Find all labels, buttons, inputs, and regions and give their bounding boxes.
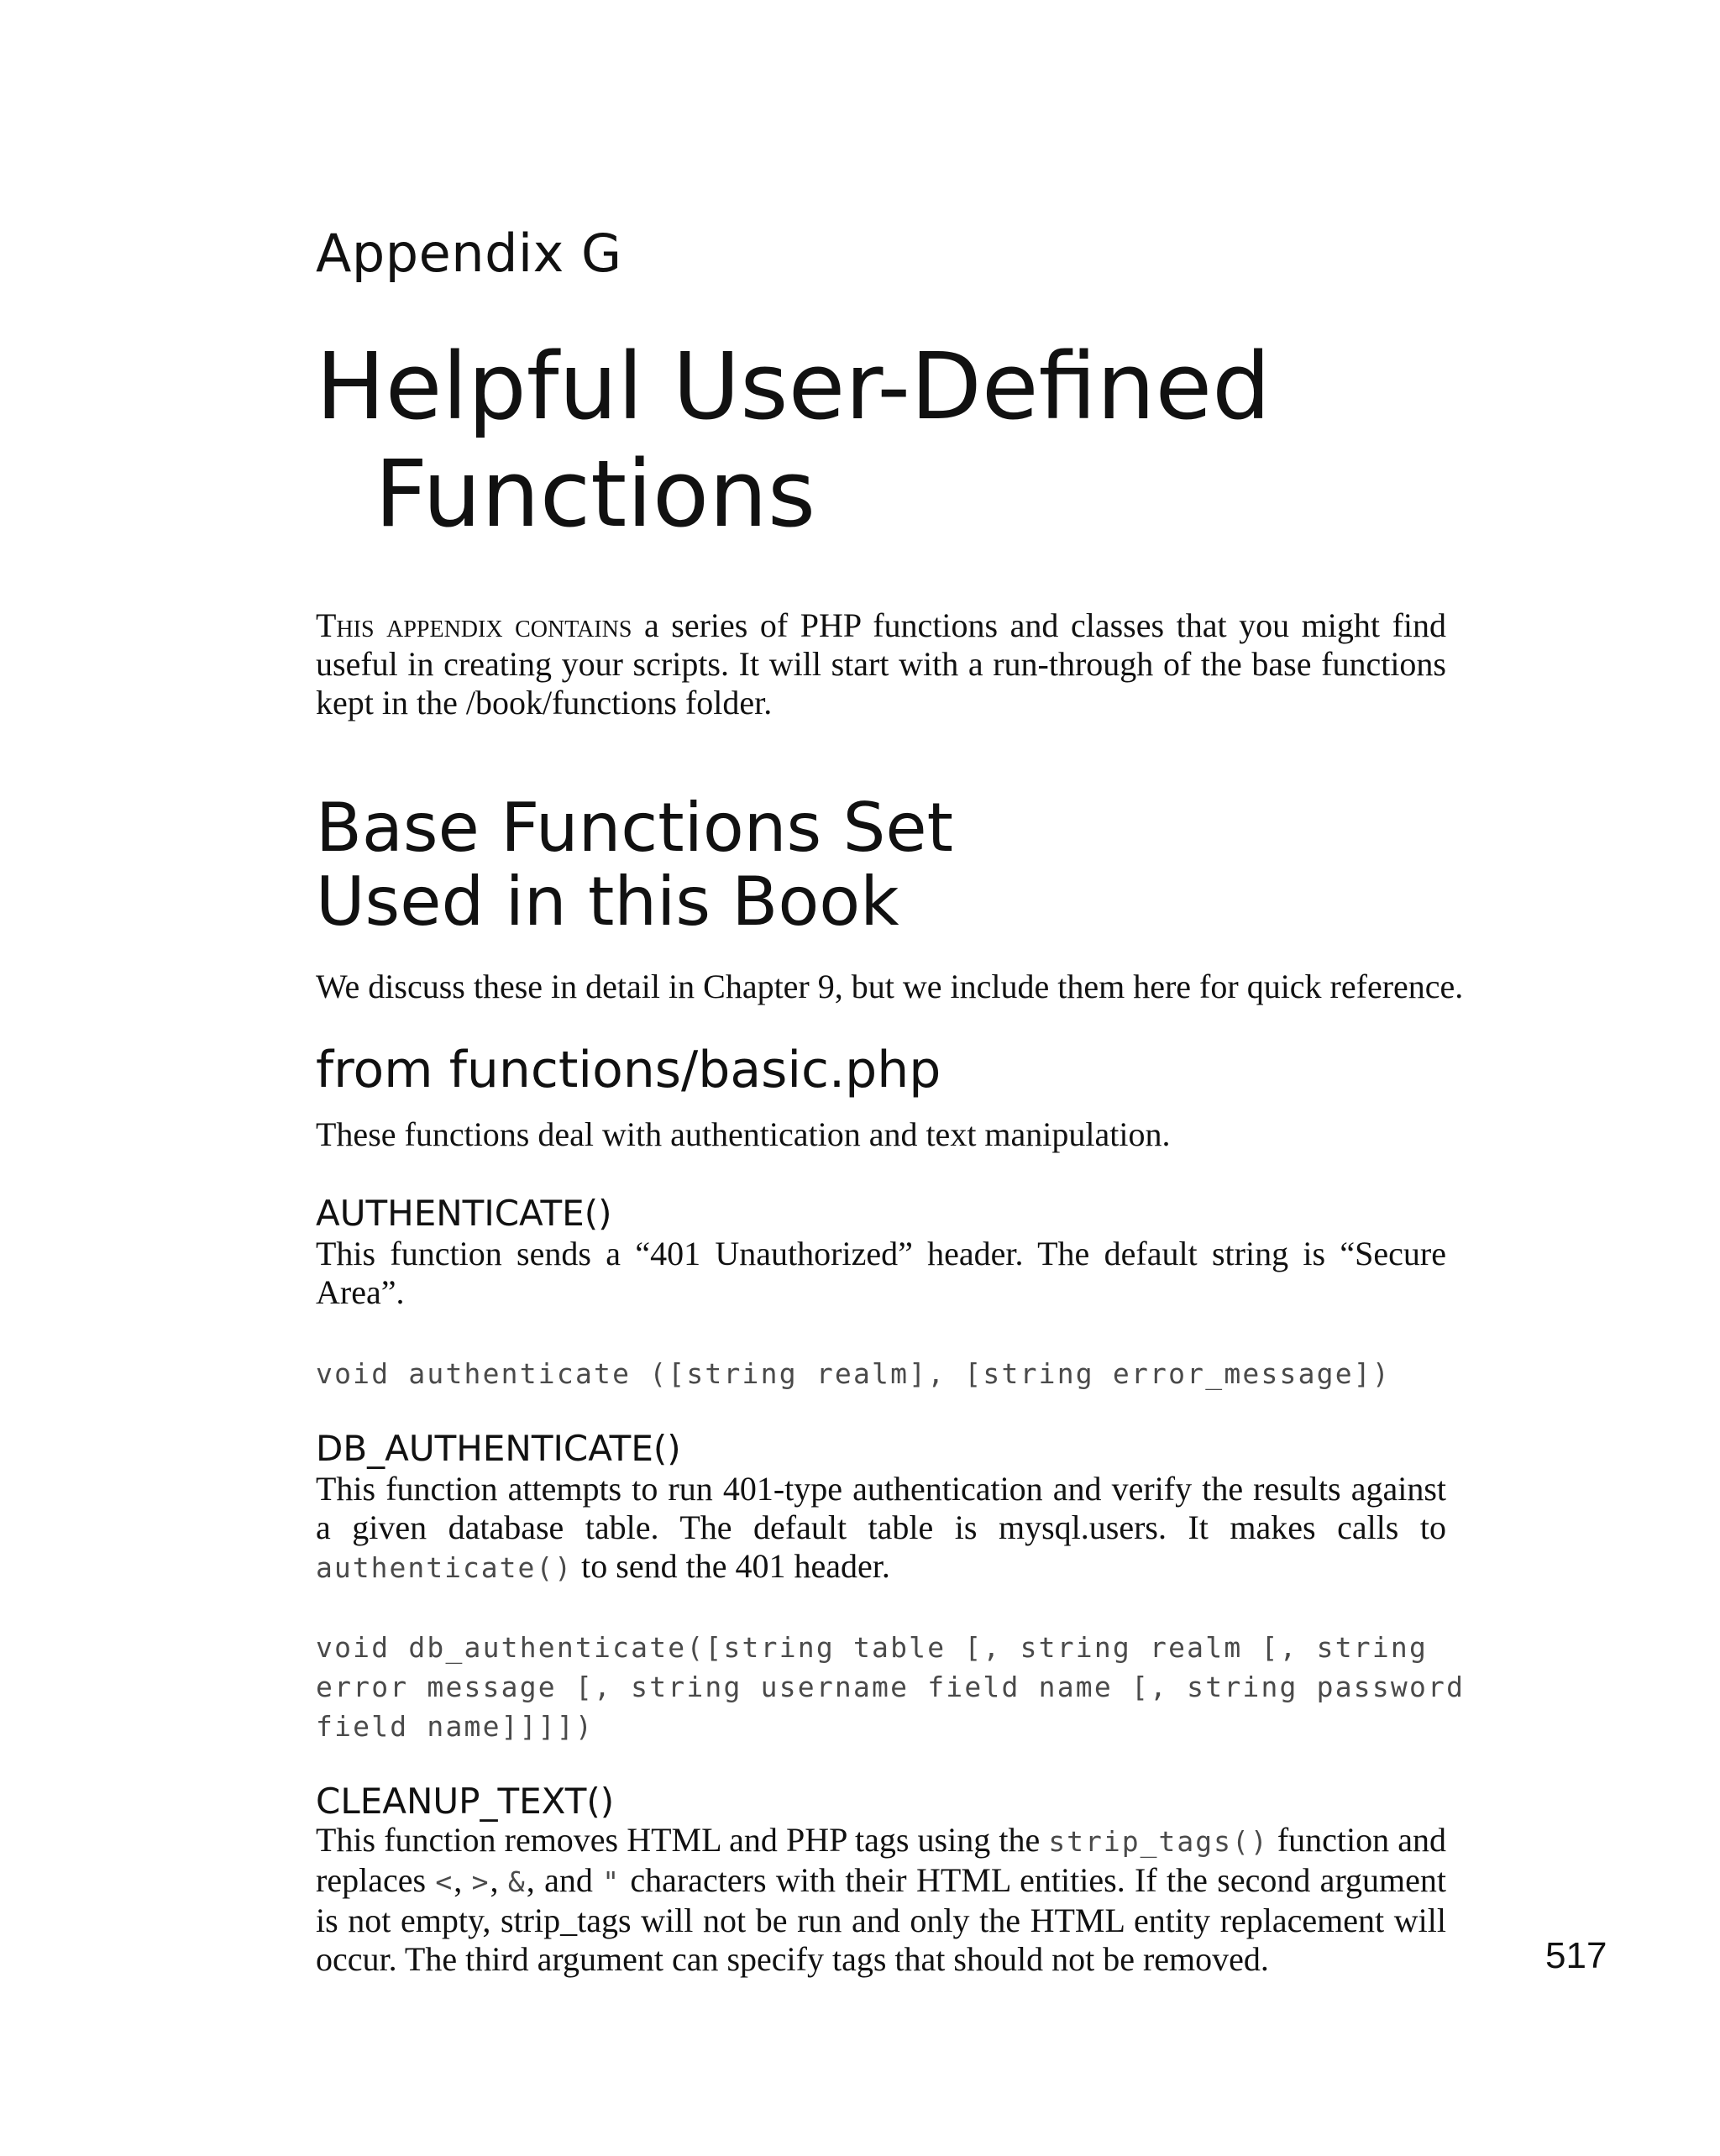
cleanup-desc-code-amp: &	[507, 1865, 527, 1898]
page-number: 517	[1545, 1935, 1607, 1976]
function-description-db-authenticate	[316, 1470, 1446, 1587]
section-heading-line-2: Used in this Book	[316, 863, 899, 941]
cleanup-desc-code-lt: <	[435, 1865, 454, 1898]
function-heading-authenticate: AUTHENTICATE()	[316, 1193, 612, 1234]
subsection-paragraph: These functions deal with authentication and text manipulation.	[316, 1115, 1171, 1153]
section-paragraph: We discuss these in detail in Chapter 9, but we include them here for quick reference.	[316, 968, 1464, 1005]
db-authenticate-desc-after: to send the 401 header.	[573, 1547, 890, 1585]
function-description-authenticate: This function sends a “401 Unauthorized” header. The default string is “Secure Area”.	[316, 1235, 1446, 1311]
cleanup-desc-3: characters with their HTML entities. If the second argument is not empty, strip_tags will not be run and only the HTML entity replacement will occur. The third argument can specify tags that should not be removed.	[316, 1861, 1447, 1978]
function-signature-db-authenticate: void db_authenticate([string table [, string realm [, string error message [, string username field name [, string password field name]]]])	[316, 1631, 1484, 1743]
cleanup-desc-2: function and replaces	[316, 1821, 1446, 1899]
cleanup-desc-code-strip-tags: strip_tags()	[1048, 1825, 1269, 1858]
intro-lead-in: This appendix contains	[316, 606, 632, 644]
function-signature-authenticate: void authenticate ([string realm], [string error_message])	[316, 1357, 1391, 1390]
appendix-label: Appendix G	[316, 223, 622, 284]
intro-paragraph	[316, 606, 1446, 722]
cleanup-desc-1: This function removes HTML and PHP tags using the	[316, 1821, 1049, 1859]
intro-text: a series of PHP functions and classes that you might find useful in creating your scripts. It will start with a run-through of the base functions kept in the /book/functions folder.	[316, 606, 1446, 721]
chapter-title-line-1: Helpful User-Defined	[316, 333, 1272, 440]
section-heading-line-1: Base Functions Set	[316, 789, 953, 867]
cleanup-desc-sep-3: , and	[526, 1861, 603, 1899]
function-description-cleanup-text	[316, 1821, 1446, 1979]
cleanup-desc-sep-2: ,	[490, 1861, 508, 1899]
chapter-title-line-2: Functions	[375, 440, 816, 548]
function-heading-db-authenticate: DB_AUTHENTICATE()	[316, 1428, 681, 1469]
section-heading	[316, 791, 953, 939]
cleanup-desc-code-gt: >	[471, 1865, 490, 1898]
db-authenticate-desc-code: authenticate()	[316, 1551, 574, 1584]
db-authenticate-desc-before: This function attempts to run 401-type authentication and verify the results against a given database table. The default table is mysql.users. It makes calls to	[316, 1470, 1446, 1546]
cleanup-desc-code-quot: "	[602, 1865, 621, 1898]
chapter-title	[316, 333, 1271, 548]
function-heading-cleanup-text: CLEANUP_TEXT()	[316, 1781, 615, 1822]
cleanup-desc-sep-1: ,	[454, 1861, 472, 1899]
subsection-heading: from functions/basic.php	[316, 1041, 941, 1099]
